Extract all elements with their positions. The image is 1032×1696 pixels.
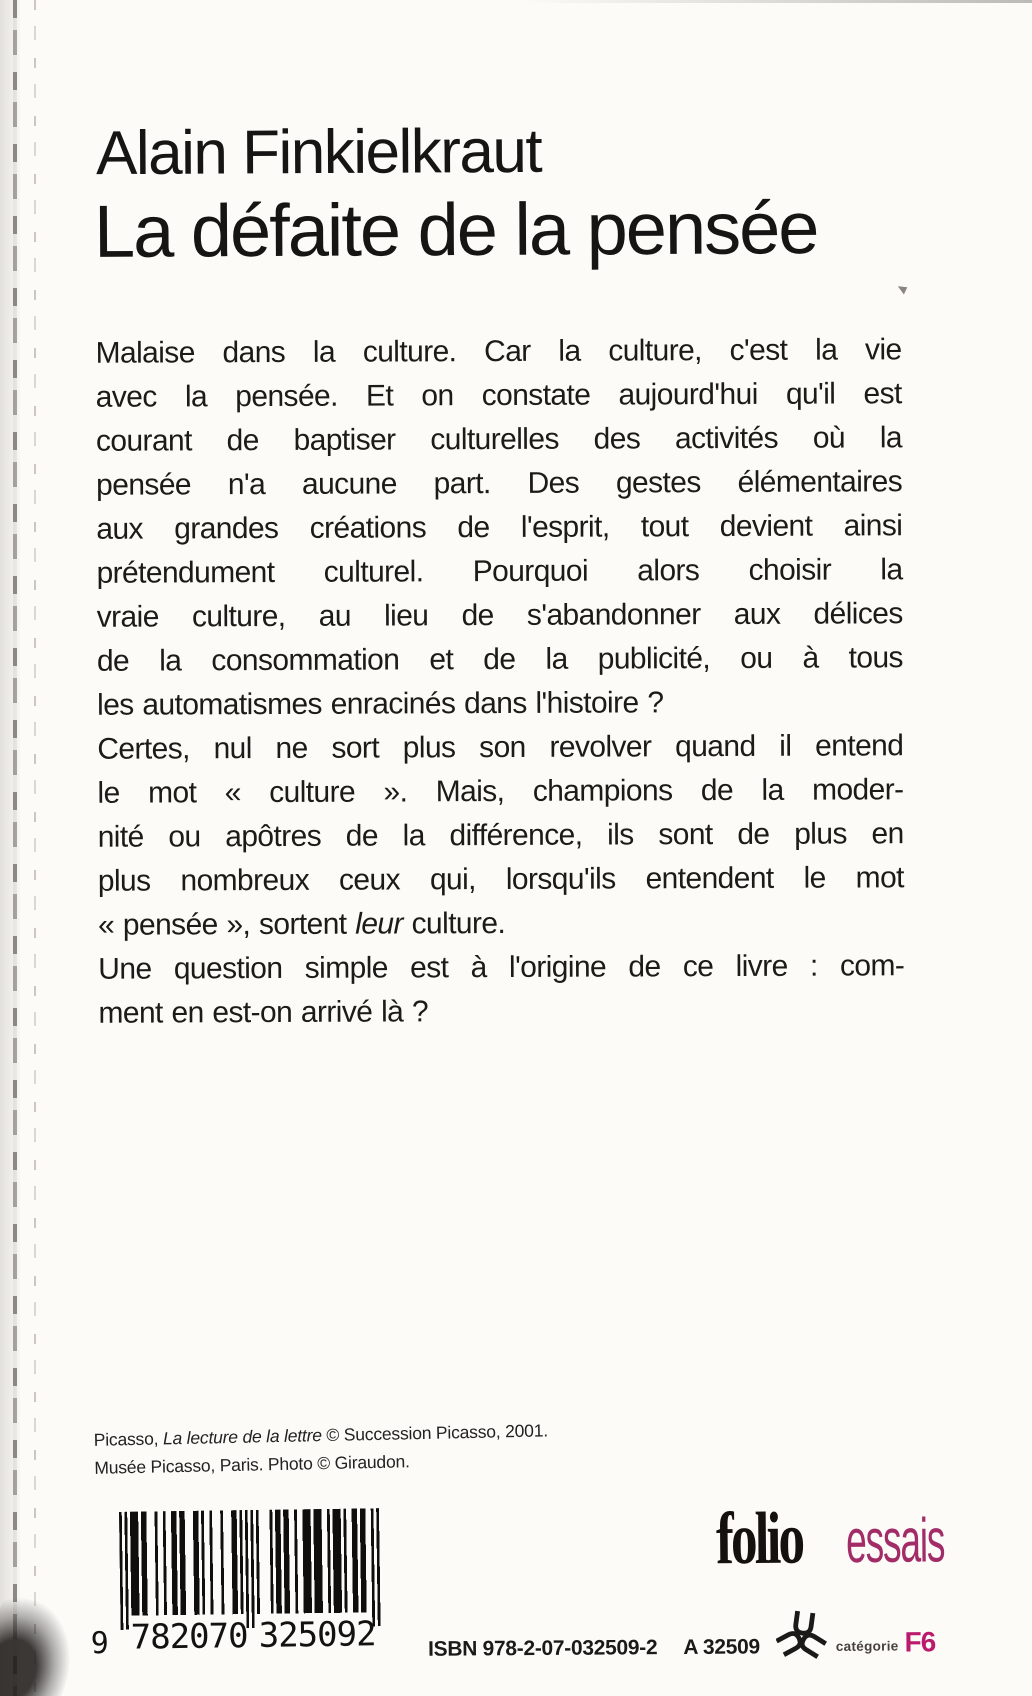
corner-smudge bbox=[0, 1591, 87, 1696]
text-line: Une question simple est à l'origine de ce livre : com- bbox=[98, 949, 905, 986]
text-line: Malaise dans la culture. Car la culture, c'est la vie bbox=[95, 333, 902, 370]
text-line: plus nombreux ceux qui, lorsqu'ils entendent le mot bbox=[97, 861, 904, 898]
text-line: les automatismes enracinés dans l'histoire ? bbox=[97, 686, 664, 722]
text-line: « pensée », sortent leur culture. bbox=[97, 906, 506, 942]
text-line: Picasso, La lecture de la lettre © Succession Picasso, 2001. bbox=[93, 1420, 549, 1450]
text-line: vraie culture, au lieu de s'abandonner aux délices bbox=[96, 597, 903, 634]
text-line: ment en est-on arrivé là ? bbox=[98, 995, 429, 1030]
catalog-code: A 32509 bbox=[683, 1635, 760, 1659]
category-label: catégorie bbox=[835, 1638, 899, 1654]
text-line: courant de baptiser culturelles des activités où la bbox=[95, 421, 903, 458]
text-line: le mot « culture ». Mais, champions de la moder- bbox=[97, 773, 904, 810]
text-line: avec la pensée. Et on constate aujourd'hui qu'il est bbox=[95, 377, 902, 414]
text-line: aux grandes créations de l'esprit, tout devient ainsi bbox=[96, 509, 903, 546]
barcode-group2: 325092 bbox=[258, 1614, 376, 1656]
scan-top-shadow bbox=[520, 0, 1032, 3]
text-line: de la consommation et de la publicité, ou à tous bbox=[96, 641, 903, 678]
blurb-paragraph bbox=[95, 328, 903, 728]
isbn-number: ISBN 978-2-07-032509-2 bbox=[428, 1636, 658, 1661]
blurb-paragraph bbox=[97, 724, 904, 948]
folio-essais-logo bbox=[716, 1495, 1010, 1583]
barcode-number bbox=[90, 1612, 383, 1662]
photo-credit bbox=[93, 1414, 654, 1482]
book-title: La défaite de la pensée bbox=[93, 186, 818, 273]
spine-edge-line bbox=[13, 0, 17, 1696]
text-line: prétendument culturel. Pourquoi alors choisir la bbox=[96, 553, 903, 590]
barcode bbox=[90, 1508, 383, 1662]
cover-crease-line bbox=[34, 0, 36, 1696]
publisher-mark-icon bbox=[776, 1607, 828, 1661]
folio-logo-text: folio bbox=[715, 1497, 803, 1581]
text-line: Musée Picasso, Paris. Photo © Giraudon. bbox=[94, 1451, 410, 1478]
book-page-edges bbox=[0, 0, 20, 1696]
isbn-line bbox=[428, 1606, 936, 1662]
back-cover-blurb bbox=[95, 328, 904, 1036]
barcode-lead-digit: 9 bbox=[90, 1626, 109, 1662]
text-line: nité ou apôtres de la différence, ils sont de plus en bbox=[97, 817, 904, 854]
blurb-paragraph bbox=[98, 944, 904, 1036]
smudge-mark bbox=[896, 283, 908, 294]
text-line: Certes, nul ne sort plus son revolver quand il entend bbox=[97, 729, 904, 766]
essais-logo-text: essais bbox=[845, 1506, 945, 1577]
text-line: pensée n'a aucune part. Des gestes élémentaires bbox=[96, 465, 903, 502]
author-name: Alain Finkielkraut bbox=[95, 116, 542, 189]
barcode-group1: 782070 bbox=[130, 1616, 248, 1658]
category-value: F6 bbox=[904, 1626, 936, 1658]
